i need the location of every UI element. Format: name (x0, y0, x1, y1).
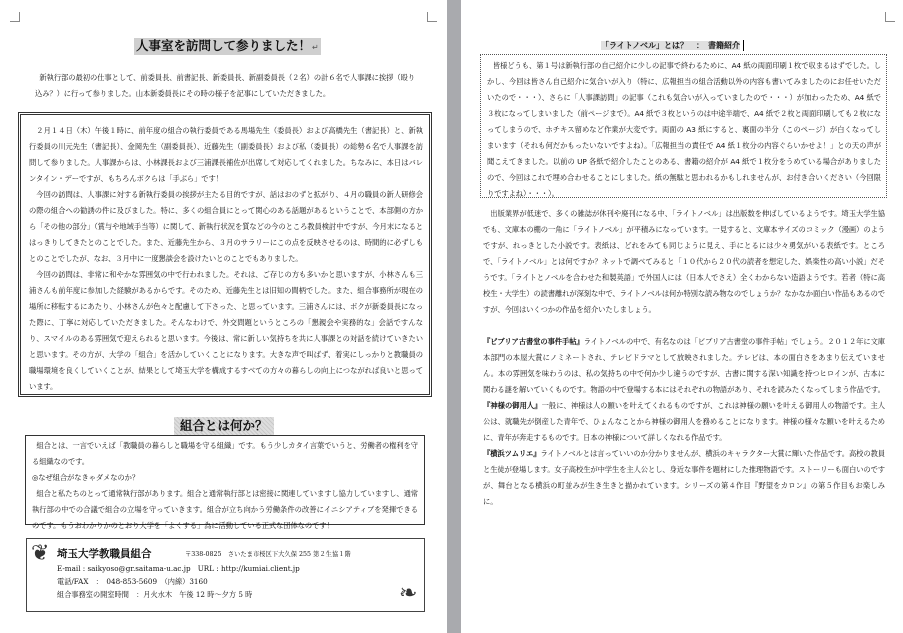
book-intro-heading: 「ライトノベル」とは？ ： 書籍紹介 (601, 40, 744, 51)
book-title: 『ビブリア古書堂の事件手帖』 (483, 337, 584, 346)
book-intro-paragraph: 出版業界が低迷で、多くの雑誌が休刊や廃刊になる中、「ライトノベル」は出版数を伸ばしているようです。埼玉大学生協でも、文庫本の棚の一角に「ライトノベル」が平積みになっています。一見すると、文庫本サイズのコミック（漫画）のようですが、れっきとした小説です。表紙は、どれをみても同じように見え、手にとるには少々勇気がいる表紙です。ところで、「ライトノベル」とは何ですか？ネットで調べてみると「１０代から２０代の読者を想定した、娯楽性の高い小説」だそうです。「ライトとノベルを合わせた和製英語」で外国人には（日本人でさえ）全くわからない造語ようです。若者（特に高校生・大学生）の読書離れが深刻な中で、ライトノベルは何か特別な読み物なのでしょうか？なかなか面白い作品もあるのですが、今回はいくつかの作品を紹介いたしましょう。 (483, 209, 885, 314)
section-heading-visit: 人事室を訪問して参りました！↵ (136, 38, 319, 53)
crop-mark (427, 12, 437, 22)
ornament-scroll-icon: ❧ (399, 581, 418, 606)
book-title: 『横浜ツムリエ』 (483, 449, 541, 458)
union-phone: 電話/FAX ： 048-853-5609 （内線）3160 (57, 577, 208, 586)
visit-report-box (18, 112, 432, 397)
union-explainer-box (25, 435, 425, 530)
union-address: 〒338-0825 さいたま市桜区下大久保 255 第２生協１階 (185, 551, 351, 558)
visit-paragraph: ２月１４日（木）午後１時に、前年度の組合の執行委員である馬場先生（委員長）および高橋先生（書記長）と、新執行委員の川元先生（書記長）、金岡先生（副委員長）、近藤先生（副委員長）および私（委員長）の総勢６名で人事課を訪問して参りました。人事課からは、小林課長および三浦課長補佐が出席して対応してくれました。ちなみに、本日はバレンタイン・デーですが、もちろんボクらは「手ぶら」です！ (29, 126, 423, 183)
union-contact-footer (26, 538, 425, 612)
visit-report-text (29, 123, 423, 391)
editor-note-text: 皆様どうも、第１号は新執行部の自己紹介に少しの記事で終わるために、A4 紙の両面印刷１枚で収まるはずでした。しかし、今回は皆さん自己紹介に気合いが入り（特に、広報担当の組合活動以外の内容も書いてみましたのにお任せいただいたので・・・）、さらに「人事課訪問」の記事（これも気合いが入っていましたので・・・）が加わったため、A4 紙で３枚になってしまいました（前ページまで）。A4 紙で３枚というのは中途半端で、A4 紙で２枚と両面印刷しても２枚になってしまうので、ホチキス留めなど作業が大変です。両面の A3 紙にすると、裏面の半分（このページ）が白くなってしまいます（それも何だかもったいないですよね）。「広報担当の責任で A4 紙１枚分の内容ぐらいかせよ！」との天の声が聞こえてきました。以前の UP 各紙で紹介したことのある、書籍の紹介が A4 紙で１枚分をうめている場合がありましたので、今回はこれで埋め合わせることにしました。紙の無駄と思われるかもしれませんが、お付き合いください（今回限りですよね）・・・）。 (487, 61, 881, 198)
book-list (483, 334, 885, 624)
book-description: ライトノベルとは言っていいのか分かりませんが、横浜のキャラクター大賞に輝いた作品です。高校の教員と生徒が登場します。女子高校生が中学生を主人公とし、身近な事件を題材にした推理物語です。ストーリーも面白いのですが、舞台となる横浜の町並みが生き生きと描かれています。シリーズの第４作目『野望をカロン』の第５作目もお楽しみに。 (483, 449, 885, 506)
intro-paragraph: 新執行部の最初の仕事として、前委員長、前書記長、新委員長、新副委員長（２名）の計６名で人事課に挨拶（殴り込み？）に行って参りました。山本新委員長にその時の様子を記事にしていただきました。 (35, 73, 415, 98)
book-title: 『神様の御用人』 (483, 401, 542, 410)
book-item (483, 446, 885, 510)
union-office-hours: 組合事務室の開室時間 ：月火水木 午後 12 時～夕方 5 時 (57, 590, 253, 599)
union-paragraph: 組合と私たちのとって通常執行部があります。組合と通常執行部とは密接に関連していますし協力していますし、通常執行部の中での合議で組合の立場を守っていきます。組合が立ち向かう労働条件の改善にイニシアティブを発揮できるのです。もうおわかりかのとおり大学を「よくする」為に活動している正式な団体なのです！ (32, 489, 418, 530)
book-intro-text (483, 206, 885, 334)
union-email-url[interactable]: E-mail : saikyoso@gr.saitama-u.ac.jp URL : http://kumiai.client.jp (57, 564, 300, 573)
union-paragraph: 組合とは、一言でいえば「教職員の暮らしと職場を守る組織」です。もう少しカタイ言葉でいうと、労働者の権利を守る組織なのです。 (32, 441, 418, 466)
book-item (483, 398, 885, 446)
document-page-right (461, 0, 903, 633)
book-description: ライトノベルの中で、有名なのは「ビブリア古書堂の事件手帖」でしょう。２０１２年に文庫本部門の本屋大賞にノミネートされ、テレビドラマとして放映されました。テレビは、本の面白さをあまり伝えていません。本の雰囲気を味わうのは、私の気持ちの中で何か少し違うのですが、古書に関する深い知識を持つヒロインが、古本に関わる謎を解いていくものです。物語の中で登場する本にはそれぞれの物語があり、それを読みたくなってしまう作品です。 (483, 337, 885, 394)
crop-mark (885, 12, 895, 22)
crop-mark (10, 12, 20, 22)
ornament-scroll-icon: ❦ (31, 541, 50, 566)
union-explainer-text (32, 438, 418, 530)
union-question: ◎なぜ組合がなきゃダメなのか？ (32, 473, 140, 482)
visit-paragraph: 今回の訪問は、人事課に対する新執行委員の挨拶が主たる目的ですが、話はおのずと拡がり、４月の職員の新人研修会の際の組合への勧誘の件に及びました。特に、多くの組合員にとって関心のある話題があるということで、本部側の方から「その他の部分」（賞与や地域手当等）に関して、新執行状況を質などの今のところ教員検討中ですが、今月末になるとはっきりしてきたとのことでした。また、近藤先生から、３月のサラリーにこの点を反映させるのは、時間的に必ずしもとのことでしたが、なお、３月中に一度懇談会を設けたいとのことでもありました。 (29, 190, 423, 263)
visit-paragraph: 今回の訪問は、非常に和やかな雰囲気の中で行われました。それは、ご存じの方も多いかと思いますが、小林さんも三浦さんも前年度に参加した経験があるからです。そのため、近藤先生とは旧知の間柄でした。また、組合事務所が現在の場所に移転するにあたり、小林さんが色々と配慮して下さった、と思っています。三浦さんには、ボクが新委員長になった際に、丁寧に対応していただきました。そんなわけで、外交問題というところの「懇親会や実務的な」会話ですんなり、スマイルのある雰囲気で迎えられると思います。今後は、常に新しい気持ちを共に人事課との対話を続けていきたいと思います。その方が、大学の「組合」を活かしていくことになります。大きな声で叫ばず、着実にしっかりと教職員の職場環境を良くしていくことが、結果として埼玉大学を構成するすべての方々の暮らしの向上につながれば良いと思っています。 (29, 270, 423, 391)
book-item (483, 334, 885, 398)
editor-note-box (480, 54, 887, 198)
book-description: 一般に、神様は人の願いを叶えてくれるものですが、これは神様の願いを叶える御用人の物語です。主人公は、就職先が倒産した青年で、ひょんなことから神様の御用人を務めることになります。神様の様々な願いを叶えるために、青年が奔走するものです。日本の神様について詳しくなれる作品です。 (483, 401, 885, 442)
text-cursor (743, 40, 744, 51)
document-page-left (0, 0, 447, 633)
section-heading-union: 組合とは何か？ (174, 417, 274, 436)
union-name: 埼玉大学教職員組合 (57, 548, 152, 560)
